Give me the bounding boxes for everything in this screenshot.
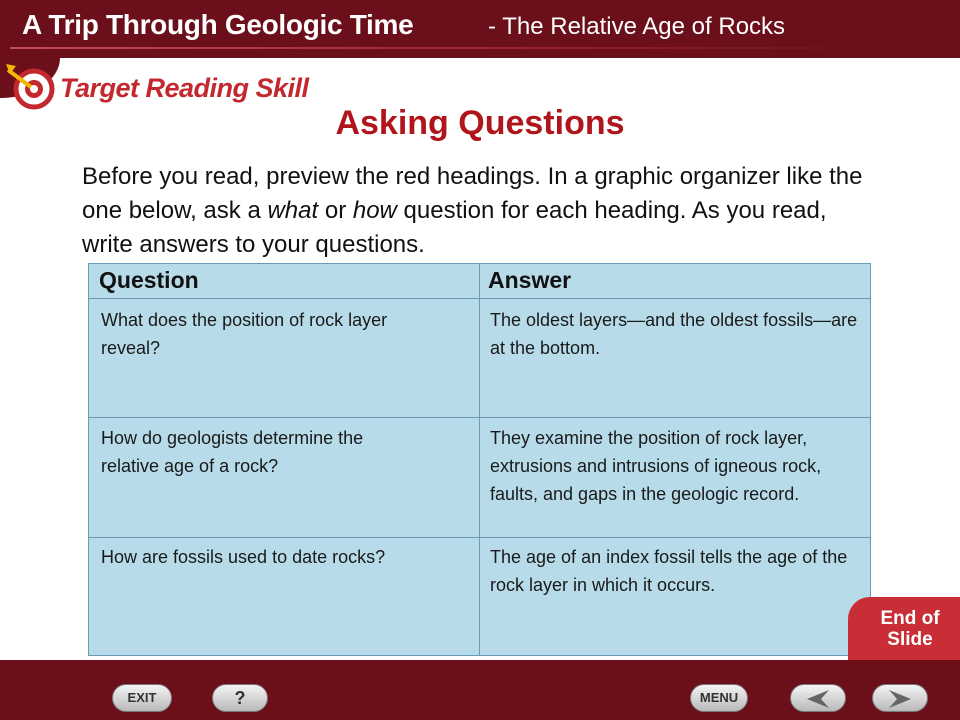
intro-text-1: Before you read, preview the red headings. In a graphic organizer like the one below, ask a (82, 163, 863, 224)
column-header-question: Question (99, 267, 199, 293)
end-of-slide-badge (848, 597, 960, 660)
back-button[interactable] (790, 684, 846, 712)
section-subtitle: - The Relative Age of Rocks (488, 13, 786, 40)
intro-text-3: question for each heading. As you read, write answers to your questions. (82, 197, 827, 258)
table-cell-answer-2: They examine the position of rock layer, extrusions and intrusions of igneous rock, faults, and gaps in the geologic record. (490, 428, 822, 504)
table-cell-question-2: How do geologists determine the relative age of a rock? (101, 428, 364, 476)
chevron-left-icon (803, 688, 833, 710)
presentation-title: A Trip Through Geologic Time (22, 9, 414, 40)
menu-button[interactable]: MENU (690, 684, 748, 712)
row-divider (89, 417, 870, 418)
next-button[interactable] (872, 684, 928, 712)
table-cell-answer-3: The age of an index fossil tells the age of the rock layer in which it occurs. (490, 547, 848, 595)
table-cell-answer-1: The oldest layers—and the oldest fossils—are at the bottom. (490, 310, 858, 358)
intro-paragraph (82, 160, 882, 262)
question-answer-table (88, 263, 871, 656)
help-button[interactable]: ? (212, 684, 268, 712)
chevron-right-icon (885, 688, 915, 710)
table-cell-question-3: How are fossils used to date rocks? (101, 547, 386, 567)
page-heading: Asking Questions (335, 104, 625, 142)
row-divider (89, 537, 870, 538)
table-cell-question-1: What does the position of rock layer reveal? (101, 310, 388, 358)
end-of-slide-line-2: Slide (887, 629, 933, 650)
skill-label: Target Reading Skill (60, 73, 309, 103)
end-of-slide-line-1: End of (880, 608, 940, 629)
intro-text-2: or (318, 197, 353, 224)
column-divider (479, 264, 480, 655)
column-header-answer: Answer (488, 267, 572, 293)
intro-emphasis-what: what (267, 197, 319, 224)
exit-button[interactable]: EXIT (112, 684, 172, 712)
slide-header (0, 0, 960, 50)
header-divider (10, 47, 890, 49)
intro-emphasis-how: how (352, 197, 397, 224)
